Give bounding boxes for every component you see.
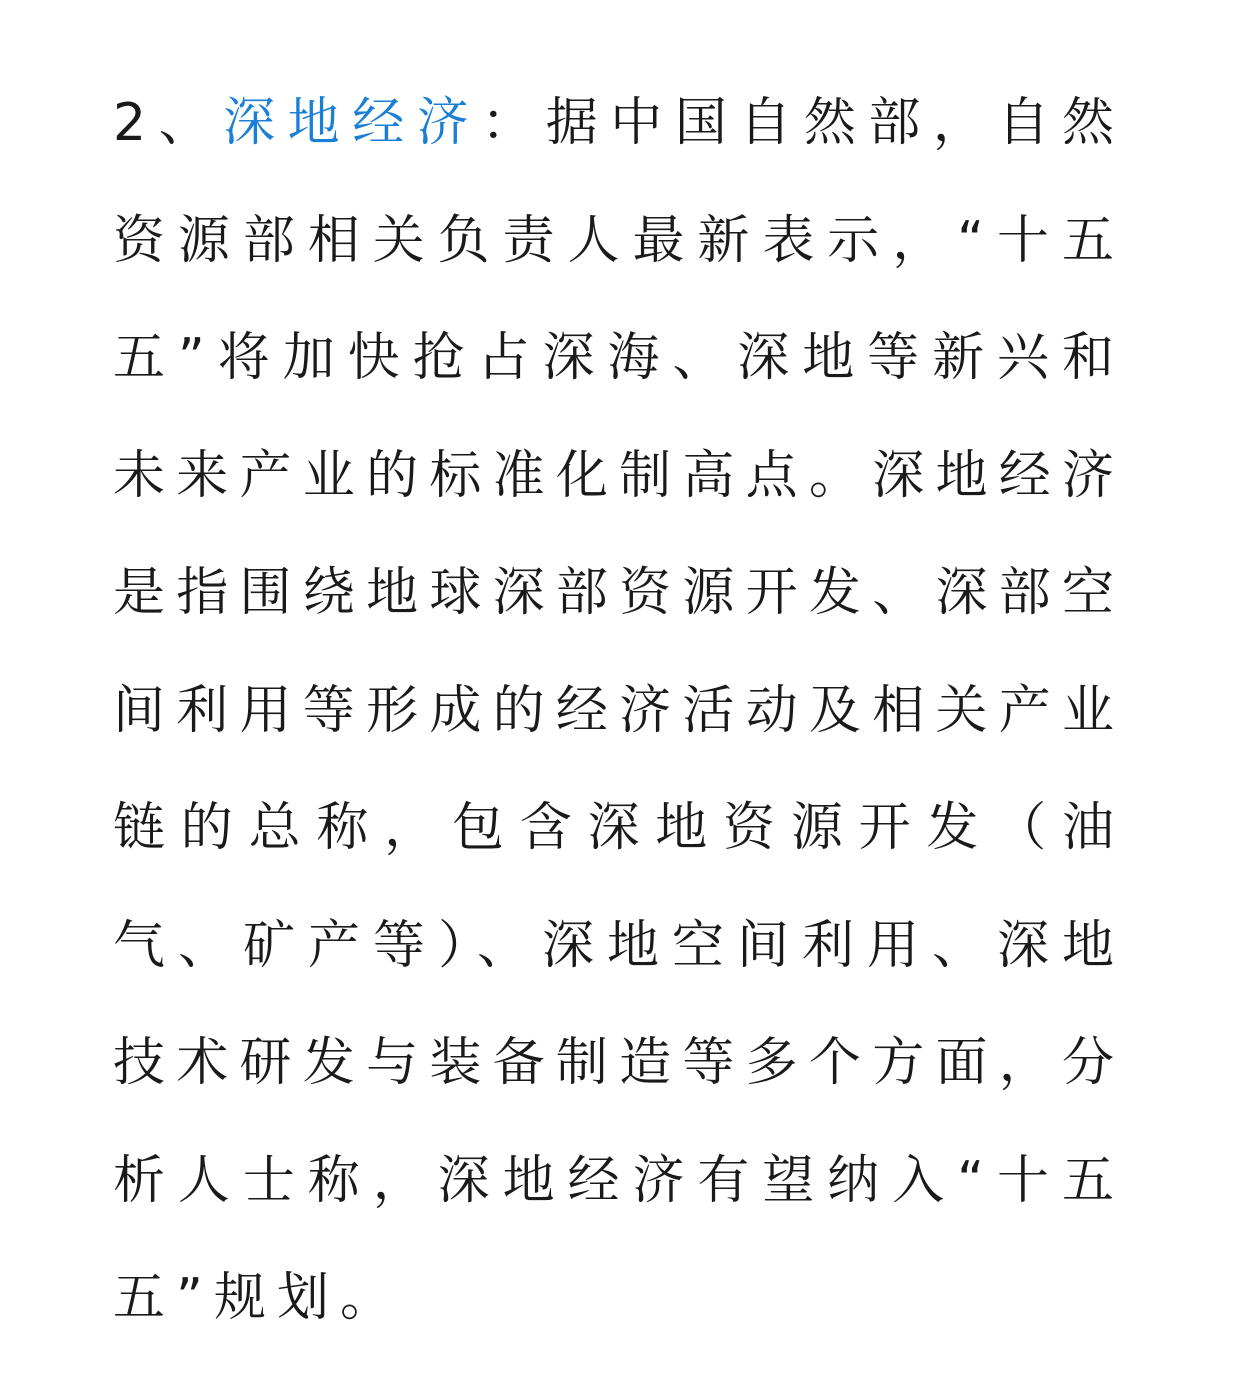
term-link-shendi-jingji[interactable]: 深地经济 [223, 93, 482, 153]
paragraph-text: ：据中国自然部，自然资源部相关负责人最新表示，“十五五”将加快抢占深海、深地等新兴和未来产业的标准化制高点。深地经济是指围绕地球深部资源开发、深部空间利用等形成的经济活动及相关产业链的总称，包含深地资源开发（油气、矿产等）、深地空间利用、深地技术研发与装备制造等多个方面，分析人士称，深地经济有望纳入“十五五”规划。 [113, 93, 1125, 1328]
article-paragraph [113, 65, 1125, 1358]
item-number: 2、 [113, 93, 224, 153]
article-body [113, 65, 1125, 1358]
